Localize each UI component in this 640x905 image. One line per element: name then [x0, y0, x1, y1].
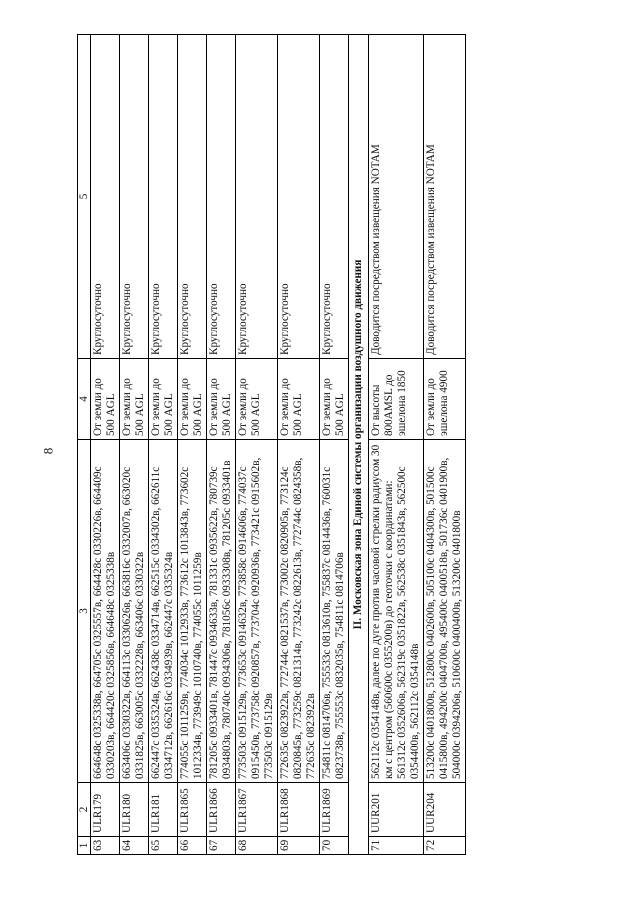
table-row — [120, 35, 149, 855]
section-title: II. Московская зона Единой системы организации воздушного движения — [349, 35, 369, 855]
time-of-activity: Круглосуточно — [178, 35, 207, 359]
zone-coordinates: 774055с 1011259в, 774034с 1012933в, 773612с 1013843в, 773602с 1012334в, 773949с 1010740в, 774055с 1011259в — [178, 440, 207, 783]
zone-code: ULR1868 — [278, 783, 320, 837]
row-number: 69 — [278, 837, 320, 855]
row-number: 65 — [149, 837, 178, 855]
zone-coordinates: 754811с 0814706в, 755533с 0813610в, 755837с 0814436в, 760031с 0823738в, 755553с 0832035в, 754811с 0814706в — [320, 440, 349, 783]
zone-code: ULR1866 — [207, 783, 236, 837]
row-number: 63 — [91, 837, 120, 855]
row-number: 71 — [369, 837, 424, 855]
zone-coordinates: 662447с 0335324в, 662438с 0334714в, 662515с 0334302в, 662611с 0334712в, 662616с 0334939в, 662447с 0335324в — [149, 440, 178, 783]
header-row — [78, 35, 91, 855]
row-number: 67 — [207, 837, 236, 855]
zone-coordinates: 663406с 0330322в, 664113с 0330626в, 663816с 0332007в, 663020с 0331825в, 663005с 0332228в, 663406с 0330322в — [120, 440, 149, 783]
header-col-2: 2 — [78, 783, 91, 837]
zone-coordinates: 772635с 0823922в, 772744с 0821537в, 773002с 0820905в, 773124с 0820845в, 773259с 0821314в, 773242с 0822613в, 772744с 0824358в, 772635с 0823922в — [278, 440, 320, 783]
table-row — [278, 35, 320, 855]
zone-code: UUR201 — [369, 783, 424, 837]
zone-code: ULR181 — [149, 783, 178, 837]
time-of-activity: Круглосуточно — [320, 35, 349, 359]
altitude-limits: От земли до 500 AGL — [207, 359, 236, 440]
zone-code: ULR179 — [91, 783, 120, 837]
table-row — [424, 35, 466, 855]
time-of-activity: Круглосуточно — [278, 35, 320, 359]
table-row — [178, 35, 207, 855]
row-number: 72 — [424, 837, 466, 855]
zone-code: ULR1865 — [178, 783, 207, 837]
altitude-limits: От земли до 500 AGL — [91, 359, 120, 440]
altitude-limits: От земли до 500 AGL — [278, 359, 320, 440]
altitude-limits: От высоты 800AMSL до эшелона 1850 — [369, 359, 424, 440]
table-row — [149, 35, 178, 855]
header-col-4: 4 — [78, 359, 91, 440]
page-number: 8 — [40, 447, 55, 455]
zone-code: ULR180 — [120, 783, 149, 837]
time-of-activity: Доводится посредством извещения NOTAM — [369, 35, 424, 359]
time-of-activity: Круглосуточно — [207, 35, 236, 359]
time-of-activity: Круглосуточно — [120, 35, 149, 359]
time-of-activity: Доводится посредством извещения NOTAM — [424, 35, 466, 359]
altitude-limits: От земли до 500 AGL — [320, 359, 349, 440]
header-col-3: 3 — [78, 440, 91, 783]
rotated-page — [77, 35, 587, 855]
row-number: 68 — [236, 837, 278, 855]
restricted-zones-table — [77, 34, 466, 855]
header-col-1: 1 — [78, 837, 91, 855]
zone-code: ULR1867 — [236, 783, 278, 837]
zone-code: UUR204 — [424, 783, 466, 837]
time-of-activity: Круглосуточно — [236, 35, 278, 359]
table-row — [207, 35, 236, 855]
time-of-activity: Круглосуточно — [149, 35, 178, 359]
table-row — [236, 35, 278, 855]
table-row — [369, 35, 424, 855]
zone-coordinates: 513200с 0401800в, 512800с 0402600в, 505100с 0404300в, 501500с 0415800в, 494200с 0404700в, 495400с 0400518в, 501736с 0401900в, 504000с 0394206в, 510600с 0400400в, 513200с 0401800в — [424, 440, 466, 783]
altitude-limits: От земли до эшелона 4900 — [424, 359, 466, 440]
zone-code: ULR1869 — [320, 783, 349, 837]
zone-coordinates: 664648с 0325338в, 664705с 0325557в, 664428с 0330226в, 664409с 0330203в, 664420с 0325856в, 664648с 0325338в — [91, 440, 120, 783]
section-row — [349, 35, 369, 855]
zone-coordinates: 773503с 0915129в, 773653с 0914632в, 773858с 0914606в, 774037с 0915450в, 773758с 0920857в, 773704с 0920936в, 773421с 0915602в, 773503с 0915129в — [236, 440, 278, 783]
zone-coordinates: 781205с 0933401в, 781447с 0934633в, 781331с 0935622в, 780739с 0934803в, 780740с 0934306в, 781056с 0933308в, 781205с 0933401в — [207, 440, 236, 783]
altitude-limits: От земли до 500 AGL — [178, 359, 207, 440]
row-number: 66 — [178, 837, 207, 855]
altitude-limits: От земли до 500 AGL — [236, 359, 278, 440]
altitude-limits: От земли до 500 AGL — [120, 359, 149, 440]
table-row — [91, 35, 120, 855]
time-of-activity: Круглосуточно — [91, 35, 120, 359]
table-row — [320, 35, 349, 855]
header-col-5: 5 — [78, 35, 91, 359]
altitude-limits: От земли до 500 AGL — [149, 359, 178, 440]
row-number: 64 — [120, 837, 149, 855]
zone-coordinates: 562112с 0354148в, далее по дуге против часовой стрелки радиусом 30 км с центром (560600с 0355200в) до геоточки с координатами: 561312с 0352606в, 562319с 0351822в, 562538с 0351843в, 562500с 0354400в, 562112с 0354148в — [369, 440, 424, 783]
row-number: 70 — [320, 837, 349, 855]
